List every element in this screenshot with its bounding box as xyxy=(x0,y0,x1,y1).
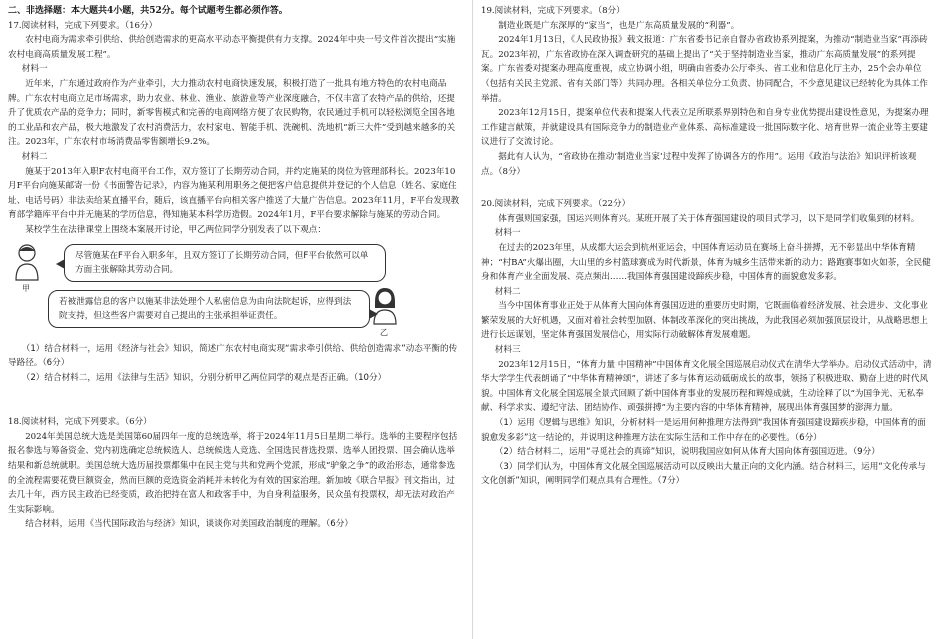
q20-material2-title: 材料二 xyxy=(494,286,521,297)
student-yi-label: 乙 xyxy=(380,327,388,337)
q17-task-1: （1）结合材料一，运用《经济与社会》知识，简述广东农村电商实现“需求牵引供给、供给创造需求”动态平衡的传导路径。（6分） xyxy=(8,343,458,369)
q17-intro: 17.阅读材料，完成下列要求。（16分） xyxy=(8,20,158,31)
q20-material3-text: 2023年12月15日，“体育力量 中国精神”中国体育文化展全国巡展启动仪式在清华大学举办。启动仪式活动中，清华大学学生代表朗诵了“中华体育精神颂”，讲述了多与体育运动砥砺成长的故事，领扬了积极进取、勤奋上进的时代风貌。中国体育文化展全国巡展全景式回顾了新中国体育事业的发展历程和辉煌成就，生动诠释了以“为国争光、无私奉献、科学求实、遵纪守法、团结协作、顽强拼搏”为主要内容的中华体育精神，展现出体育强国梦的澎湃力量。 xyxy=(481,359,932,414)
q17-discussion-intro: 某校学生在法律课堂上围绕本案展开讨论，甲乙两位同学分别发表了以下观点： xyxy=(25,224,326,235)
q19-paragraph-3: 2023年12月15日，提案单位代表和提案人代表立足所联系界别特色和自身专业优势提出建设性意见，为提案办理工作建言献策，并就建设具有国际竞争力的制造业产业体系、高标准建设一批国际数字化、培育世界一流企业等主要建议进行了交流讨论。 xyxy=(481,108,929,148)
speech-bubble-jia xyxy=(64,244,386,282)
speech-bubble-yi xyxy=(48,290,370,328)
q20-task-1: （1）运用《逻辑与思维》知识，分析材料一是运用何种推理方法得到“我国体育强国建设蹄疾步稳，中国体育的面貌愈发多彩”这一结论的，并说明这种推理方法在实际生活和工作中存在的必要性。（6分） xyxy=(481,418,926,443)
q18-task: 结合材料，运用《当代国际政治与经济》知识，谈谈你对美国政治制度的理解。（6分） xyxy=(25,519,353,530)
q17-material2-title: 材料二 xyxy=(21,151,48,162)
q17-material2-text: 施某于2013年入职F农村电商平台工作，双方签订了长期劳动合同，并约定施某的岗位为管理部科长。2023年10月F平台向施某邮寄一份《书面警告记录》，内容为施某利用职务之便把客户信息提供并登记的个人信息（姓名、家庭住址、电话号码）非法卖给某直播平台，随后，该直播平台向相关客户推送了大量广告信息。2023年11月，F平台发现教育部学籍库平台中并无施某的学历信息，得知施某本科学历造假。2024年1月，F平台要求解除与施某的劳动合同。 xyxy=(8,166,460,221)
q19-task: 据此有人认为，“省政协在推动‘制造业当家’过程中发挥了协调各方的作用”。运用《政治与法治》知识评析该观点。（8分） xyxy=(481,151,917,177)
left-column xyxy=(8,4,463,532)
q18-intro: 18.阅读材料，完成下列要求。（6分） xyxy=(8,417,152,428)
q20-material3-title: 材料三 xyxy=(494,345,521,356)
q20-task-2: （2）结合材料二，运用“寻觅社会的真谛”知识，说明我国应如何从体育大国向体育强国迈进。（9分） xyxy=(494,447,880,458)
student-jia-icon xyxy=(12,242,42,282)
q19-paragraph-2: 2024年1月13日，《人民政协报》载文报道：广东省委书记亲自督办省政协系列提案，为推动“制造业当家”再添砖瓦。2023年初，广东省政协在深入调查研究的基础上提出了“关于坚持制造业当家，推动广东高质量发展”的系列提案。广东省委对提案办理高度重视，成立协调小组，明确由省委办公厅牵头、省工业和信息化厅主办，25个会办单位（包括有关民主党派、省有关部门等）共同办理。各相关单位分工负责、协同配合，不少意见建议已经转化为具体工作举措。 xyxy=(481,35,928,104)
dialogue-illustration xyxy=(8,240,463,338)
q20-material2-text: 当今中国体育事业正处于从体育大国向体育强国迈进的重要历史时期，它既面临着经济发展、社会进步、文化事业繁荣发展的大好机遇，又面对着社会转型加剧、体制改革深化的突出挑战，为此我国必须加强顶层设计，从战略思想上进行长远谋划，坚定体育强国发展信心，用实际行动破解体育发展难题。 xyxy=(481,301,928,341)
q17-material1-text: 近年来，广东通过政府作为产业牵引，大力推动农村电商快速发展，积极打造了一批具有地方特色的农村电商品牌。广东农村电商立足市场需求，助力农业、林业、渔业、旅游业等产业深度融合，不仅丰富了农特产品的供给，还提升了优质农产品的竞争力；同时，新零售模式和完善的电商网络方便了农民购物，农民通过手机可以轻松浏览全国各地的工业品和农产品，极大地激发了农村消费活力，农村家电、智能手机、洗碗机、洗地机“新三大件”受到越来越多的关注。2023年，广东农村市场消费品零售额增长9.2%。 xyxy=(8,78,456,148)
q20-material1-title: 材料一 xyxy=(494,228,521,239)
speech-yi-text: 若被泄露信息的客户以施某非法处理个人私密信息为由向法院起诉，应得到法院支持，但这些客户需要对自己提出的主张承担举证责任。 xyxy=(59,296,352,321)
column-divider xyxy=(472,0,473,639)
student-jia-label: 甲 xyxy=(22,283,30,293)
q19-intro: 19.阅读材料，完成下列要求。（8分） xyxy=(481,6,625,16)
q20-material1-text: 在过去的2023年里，从成都大运会到杭州亚运会，中国体育运动员在赛场上奋斗拼搏，无不彰显出中华体育精神；“村BA”火爆出圈，大山里的乡村篮球赛成为时代新景，体育为城乡生活带来新的动力；路跑赛事如火如荼，全民健身和体育产业全面发展、亮点频出……我国体育强国建设蹄疾步稳，中国体育的面貌愈发多彩。 xyxy=(481,242,931,283)
speech-jia-text: 尽管施某在F平台入职多年，且双方签订了长期劳动合同，但F平台依然可以单方面主张解除其劳动合同。 xyxy=(75,250,369,275)
q20-paragraph: 体育强则国家强，国运兴则体育兴。某班开展了关于体育强国建设的项目式学习，以下是同学们收集到的材料。 xyxy=(498,213,920,224)
q17-task-2: （2）结合材料二，运用《法律与生活》知识，分别分析甲乙两位同学的观点是否正确。（10分） xyxy=(21,372,387,383)
q17-paragraph: 农村电商为需求牵引供给、供给创造需求的更高水平动态平衡提供有力支撑。2024年中央一号文件首次提出“实施农村电商高质量发展工程”。 xyxy=(8,35,456,60)
student-yi-icon xyxy=(370,286,400,326)
q19-paragraph-1: 制造业既是广东深厚的“家当”，也是广东高质量发展的“利器”。 xyxy=(498,20,740,31)
q20-intro: 20.阅读材料，完成下列要求。（22分） xyxy=(481,199,631,210)
q20-task-3: （3）同学们认为，中国体育文化展全国巡展活动可以反映出大量正向的文化内涵。结合材料三，运用“文化传承与文化创新”知识，阐明同学们观点具有合理性。（7分） xyxy=(481,461,926,487)
q17-material1-title: 材料一 xyxy=(21,64,48,75)
section-header: 二、非选择题：本大题共4小题，共52分。每个试题考生都必须作答。 xyxy=(8,6,288,16)
right-column xyxy=(481,4,932,489)
q18-paragraph: 2024年美国总统大选是美国第60届四年一度的总统选举，将于2024年11月5日星期二举行。选举的主要程序包括报名参选与筹备资金、党内初选确定总统候选人、总统候选人竞选、全国选民普选投票、选举人团投票、国会确认选举结果和新总统就职。美国总统大选历届投票都集中在民主党与共和党两个党派，形成“驴象之争”的政治形态，通常参选的全流程需要花费巨额资金，然而巨额的竞选资金消耗并未转化为有效的国家治理。新加坡《联合早报》刊文指出，过去几十年，西方民主政治已经变质，政治把持在富人和政客手中，为自身利益服务，民众虽有投票权，却无法对政治产生实际影响。 xyxy=(8,431,458,515)
